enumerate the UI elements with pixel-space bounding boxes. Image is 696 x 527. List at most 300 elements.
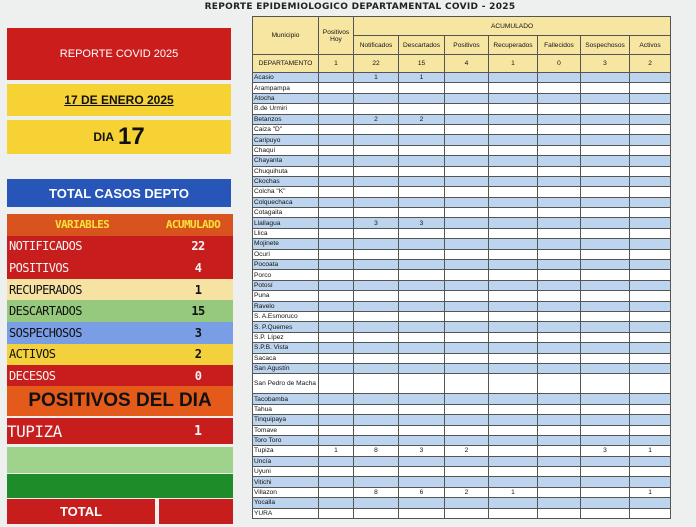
table-cell	[581, 477, 630, 487]
table-cell	[581, 425, 630, 435]
table-cell	[319, 124, 354, 134]
table-cell	[354, 135, 399, 145]
total-value	[159, 499, 233, 524]
depto-cell: 1	[319, 55, 354, 73]
table-cell	[581, 124, 630, 134]
table-row	[253, 197, 671, 207]
table-cell	[319, 332, 354, 342]
table-cell	[489, 114, 538, 124]
depto-cell: 0	[538, 55, 581, 73]
table-cell	[445, 353, 489, 363]
table-cell	[489, 187, 538, 197]
table-cell	[630, 477, 671, 487]
table-cell	[538, 218, 581, 228]
table-cell	[489, 93, 538, 103]
table-cell	[319, 508, 354, 518]
table-row	[253, 498, 671, 508]
municipio-name: Porco	[253, 270, 319, 280]
table-row	[253, 270, 671, 280]
var-row-recuperados	[7, 279, 233, 301]
table-cell	[399, 83, 445, 93]
table-cell	[354, 467, 399, 477]
table-cell: 6	[399, 487, 445, 497]
table-cell	[538, 374, 581, 394]
table-cell	[445, 187, 489, 197]
table-cell	[538, 498, 581, 508]
table-cell	[489, 270, 538, 280]
table-cell	[489, 477, 538, 487]
municipio-name: Acasio	[253, 73, 319, 83]
table-cell	[445, 415, 489, 425]
table-cell: 2	[445, 487, 489, 497]
municipio-name: Arampampa	[253, 83, 319, 93]
table-cell	[399, 332, 445, 342]
table-cell	[538, 208, 581, 218]
municipio-name: Tomave	[253, 425, 319, 435]
table-cell	[445, 456, 489, 466]
table-cell	[630, 135, 671, 145]
table-cell	[354, 93, 399, 103]
table-cell	[489, 73, 538, 83]
table-cell	[489, 353, 538, 363]
table-cell	[581, 353, 630, 363]
municipio-name: Tinquipaya	[253, 415, 319, 425]
table-row	[253, 456, 671, 466]
table-row	[253, 83, 671, 93]
table-cell	[445, 260, 489, 270]
positivos-del-dia-heading: POSITIVOS DEL DIA	[7, 386, 233, 416]
table-cell	[538, 456, 581, 466]
table-row	[253, 394, 671, 404]
table-cell	[581, 197, 630, 207]
depto-cell: 3	[581, 55, 630, 73]
table-cell	[354, 301, 399, 311]
table-cell	[538, 135, 581, 145]
departamento-row	[253, 55, 671, 73]
table-cell	[538, 73, 581, 83]
municipio-name: Sacaca	[253, 353, 319, 363]
var-row-activos	[7, 344, 233, 366]
var-value: 1	[194, 282, 202, 297]
depto-cell: 2	[630, 55, 671, 73]
var-name: DECESOS	[9, 368, 56, 383]
table-cell	[581, 404, 630, 414]
table-cell	[630, 104, 671, 114]
table-cell	[581, 456, 630, 466]
var-name: NOTIFICADOS	[9, 239, 82, 254]
municipio-name: Ckochas	[253, 176, 319, 186]
table-cell	[538, 104, 581, 114]
table-cell	[538, 228, 581, 238]
table-cell	[319, 363, 354, 373]
var-name: SOSPECHOSOS	[9, 325, 82, 340]
table-cell	[538, 249, 581, 259]
municipio-name: Caiza "D"	[253, 124, 319, 134]
var-row-decesos	[7, 365, 233, 387]
col-positivos: Positivos	[445, 36, 489, 55]
table-cell	[354, 332, 399, 342]
municipal-report-table-wrap	[252, 16, 670, 519]
table-cell	[489, 415, 538, 425]
col-acumulado: ACUMULADO	[354, 17, 671, 36]
municipio-name: Uyuni	[253, 467, 319, 477]
table-cell	[630, 291, 671, 301]
table-cell	[630, 374, 671, 394]
table-cell	[489, 197, 538, 207]
table-cell	[445, 176, 489, 186]
table-cell	[630, 228, 671, 238]
table-cell	[630, 322, 671, 332]
table-cell	[489, 467, 538, 477]
table-cell	[399, 145, 445, 155]
table-cell: 3	[354, 218, 399, 228]
table-cell: 1	[399, 73, 445, 83]
table-cell	[489, 363, 538, 373]
table-cell	[354, 187, 399, 197]
table-cell	[354, 156, 399, 166]
table-cell	[538, 124, 581, 134]
depto-cell: 4	[445, 55, 489, 73]
table-cell	[445, 394, 489, 404]
municipio-name: Llica	[253, 228, 319, 238]
table-cell	[399, 322, 445, 332]
table-cell	[581, 176, 630, 186]
table-cell	[399, 353, 445, 363]
var-name: DESCARTADOS	[9, 304, 82, 319]
table-cell	[319, 311, 354, 321]
table-cell	[489, 280, 538, 290]
municipio-name: S.P.B. Vista	[253, 343, 319, 353]
table-header-row	[253, 17, 671, 36]
table-cell	[399, 301, 445, 311]
table-cell	[630, 156, 671, 166]
table-cell	[489, 145, 538, 155]
table-cell	[489, 343, 538, 353]
table-cell	[630, 498, 671, 508]
table-cell	[399, 374, 445, 394]
table-cell	[399, 477, 445, 487]
table-cell	[581, 311, 630, 321]
table-row	[253, 322, 671, 332]
table-cell	[354, 498, 399, 508]
table-cell	[630, 270, 671, 280]
municipio-name: Ravelo	[253, 301, 319, 311]
table-cell	[581, 208, 630, 218]
table-cell	[354, 394, 399, 404]
table-cell	[581, 135, 630, 145]
table-cell: 8	[354, 446, 399, 456]
municipio-name: Chaquí	[253, 145, 319, 155]
table-cell: 3	[581, 446, 630, 456]
departamento-label: DEPARTAMENTO	[253, 55, 319, 73]
table-cell	[354, 435, 399, 445]
table-cell	[319, 270, 354, 280]
table-cell	[445, 166, 489, 176]
municipio-name: Llallagua	[253, 218, 319, 228]
table-cell	[319, 145, 354, 155]
table-cell	[489, 446, 538, 456]
table-row	[253, 260, 671, 270]
table-cell	[581, 394, 630, 404]
table-cell	[319, 73, 354, 83]
table-row	[253, 467, 671, 477]
positivos-del-dia-row	[7, 418, 233, 444]
municipio-name: San Agustín	[253, 363, 319, 373]
table-cell	[445, 374, 489, 394]
municipio-name: Potosí	[253, 280, 319, 290]
table-cell	[489, 83, 538, 93]
variables-header	[7, 214, 233, 236]
table-cell	[445, 343, 489, 353]
table-cell	[630, 363, 671, 373]
table-cell	[538, 425, 581, 435]
var-name: POSITIVOS	[9, 260, 69, 275]
table-cell	[581, 343, 630, 353]
table-cell	[354, 280, 399, 290]
table-cell	[354, 291, 399, 301]
table-cell	[445, 104, 489, 114]
col-descartados: Descartados	[399, 36, 445, 55]
table-cell	[319, 425, 354, 435]
table-cell	[489, 322, 538, 332]
table-cell	[319, 291, 354, 301]
municipio-name: Atocha	[253, 93, 319, 103]
table-cell: 1	[630, 487, 671, 497]
table-row	[253, 446, 671, 456]
municipio-name: Toro Toro	[253, 435, 319, 445]
table-cell	[319, 343, 354, 353]
table-cell	[630, 435, 671, 445]
table-cell	[581, 83, 630, 93]
table-cell	[319, 498, 354, 508]
table-row	[253, 280, 671, 290]
municipio-name: Ocurí	[253, 249, 319, 259]
table-cell	[445, 218, 489, 228]
municipio-name: Caripuyo	[253, 135, 319, 145]
table-cell	[489, 166, 538, 176]
table-cell	[319, 114, 354, 124]
table-cell	[399, 425, 445, 435]
table-cell	[630, 343, 671, 353]
table-row	[253, 435, 671, 445]
table-cell	[319, 156, 354, 166]
table-cell	[399, 135, 445, 145]
table-cell	[399, 311, 445, 321]
table-cell	[489, 239, 538, 249]
table-cell	[399, 280, 445, 290]
table-cell	[630, 249, 671, 259]
table-cell	[319, 166, 354, 176]
table-cell: 3	[399, 446, 445, 456]
table-cell	[445, 498, 489, 508]
table-cell	[354, 124, 399, 134]
table-cell	[399, 415, 445, 425]
table-cell	[630, 415, 671, 425]
var-row-descartados	[7, 300, 233, 322]
municipio-name: Tahua	[253, 404, 319, 414]
table-cell	[581, 156, 630, 166]
table-row	[253, 508, 671, 518]
table-cell	[319, 239, 354, 249]
table-cell	[489, 498, 538, 508]
table-cell	[319, 208, 354, 218]
var-value: 2	[194, 347, 202, 362]
day-counter	[7, 120, 231, 154]
table-cell	[319, 467, 354, 477]
table-row	[253, 425, 671, 435]
municipio-name: Tupiza	[253, 446, 319, 456]
col-fallecidos: Fallecidos	[538, 36, 581, 55]
table-row	[253, 301, 671, 311]
table-cell	[581, 332, 630, 342]
table-cell	[489, 301, 538, 311]
table-cell	[581, 114, 630, 124]
table-cell	[538, 239, 581, 249]
table-cell	[354, 166, 399, 176]
table-cell	[319, 135, 354, 145]
table-row	[253, 187, 671, 197]
table-cell: 1	[319, 446, 354, 456]
table-cell	[319, 301, 354, 311]
table-cell	[445, 435, 489, 445]
table-cell	[489, 508, 538, 518]
table-cell	[538, 176, 581, 186]
col-activos: Activos	[630, 36, 671, 55]
col-municipio: Municipio	[253, 17, 319, 55]
table-row	[253, 239, 671, 249]
municipio-name: Mojinete	[253, 239, 319, 249]
table-cell	[319, 93, 354, 103]
table-cell	[445, 477, 489, 487]
table-cell	[489, 394, 538, 404]
table-cell	[319, 249, 354, 259]
table-cell	[354, 415, 399, 425]
table-cell	[445, 135, 489, 145]
municipio-name: Pocoata	[253, 260, 319, 270]
var-name: ACTIVOS	[9, 347, 56, 362]
table-cell	[319, 187, 354, 197]
table-row	[253, 343, 671, 353]
municipio-name: Cotagaita	[253, 208, 319, 218]
table-cell	[489, 332, 538, 342]
table-cell	[489, 228, 538, 238]
table-cell: 1	[354, 73, 399, 83]
table-cell	[489, 156, 538, 166]
table-cell	[399, 456, 445, 466]
table-cell	[489, 435, 538, 445]
table-cell	[630, 124, 671, 134]
table-cell	[399, 187, 445, 197]
table-cell	[445, 280, 489, 290]
table-cell	[538, 322, 581, 332]
table-cell	[538, 280, 581, 290]
total-cases-heading: TOTAL CASOS DEPTO	[7, 179, 231, 207]
table-cell	[354, 425, 399, 435]
table-cell	[630, 166, 671, 176]
table-cell	[445, 363, 489, 373]
municipio-name: Puna	[253, 291, 319, 301]
table-cell	[581, 508, 630, 518]
table-row	[253, 114, 671, 124]
var-value: 15	[191, 304, 205, 319]
table-cell	[354, 239, 399, 249]
municipio-name: Uncía	[253, 456, 319, 466]
table-cell	[630, 311, 671, 321]
table-cell	[445, 508, 489, 518]
table-cell	[445, 270, 489, 280]
table-cell	[538, 270, 581, 280]
table-row	[253, 415, 671, 425]
table-cell	[581, 415, 630, 425]
table-row	[253, 374, 671, 394]
table-cell	[489, 104, 538, 114]
table-cell	[581, 73, 630, 83]
table-cell	[630, 197, 671, 207]
table-cell	[399, 394, 445, 404]
table-row	[253, 218, 671, 228]
table-cell	[354, 477, 399, 487]
table-cell	[354, 104, 399, 114]
table-row	[253, 404, 671, 414]
municipio-name: S. P.Quemes	[253, 322, 319, 332]
municipal-report-table	[252, 16, 671, 519]
table-cell	[581, 239, 630, 249]
table-cell	[319, 487, 354, 497]
table-row	[253, 477, 671, 487]
table-cell	[445, 228, 489, 238]
table-cell	[354, 145, 399, 155]
table-cell: 2	[399, 114, 445, 124]
table-cell	[354, 197, 399, 207]
table-cell	[399, 104, 445, 114]
table-cell	[445, 301, 489, 311]
table-cell	[630, 425, 671, 435]
report-date: 17 DE ENERO 2025	[7, 84, 231, 116]
table-cell	[630, 239, 671, 249]
table-cell	[538, 446, 581, 456]
table-cell	[354, 343, 399, 353]
table-row	[253, 73, 671, 83]
municipio-name: Colquechaca	[253, 197, 319, 207]
table-cell	[630, 218, 671, 228]
table-cell	[399, 508, 445, 518]
var-value: 3	[194, 325, 202, 340]
table-cell	[399, 197, 445, 207]
table-cell	[489, 218, 538, 228]
table-cell	[581, 228, 630, 238]
table-cell: 1	[630, 446, 671, 456]
day-label: DIA	[93, 130, 114, 144]
table-cell	[581, 93, 630, 103]
table-cell	[354, 508, 399, 518]
municipio-name: S.P. Lípez	[253, 332, 319, 342]
table-cell	[538, 187, 581, 197]
table-cell	[489, 404, 538, 414]
table-row	[253, 363, 671, 373]
table-cell	[399, 93, 445, 103]
table-cell	[319, 260, 354, 270]
col-sospechosos: Sospechosos	[581, 36, 630, 55]
table-cell	[630, 404, 671, 414]
table-cell	[489, 135, 538, 145]
empty-row-dark-green	[7, 474, 233, 498]
table-row	[253, 311, 671, 321]
table-cell	[538, 145, 581, 155]
table-cell	[581, 280, 630, 290]
table-cell	[489, 249, 538, 259]
table-row	[253, 156, 671, 166]
table-row	[253, 487, 671, 497]
